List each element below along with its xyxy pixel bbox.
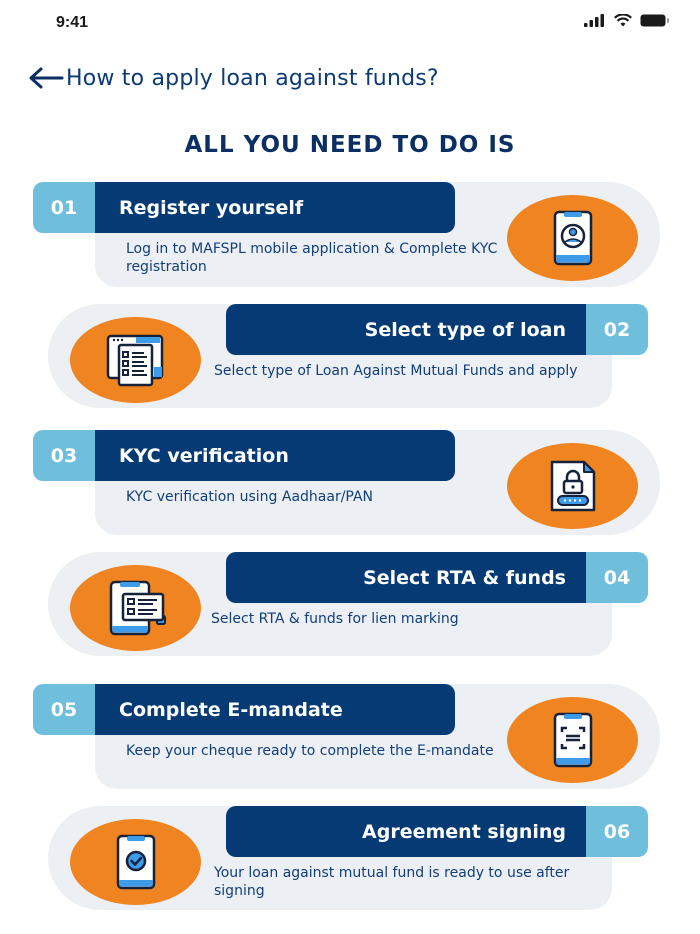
step-title: Select type of loan	[226, 304, 586, 355]
phone-form-icon	[103, 580, 169, 636]
step-header	[33, 430, 455, 481]
step-header	[33, 182, 455, 233]
step-icon-badge	[70, 317, 201, 403]
step-number: 01	[33, 182, 95, 233]
step-description: Select RTA & funds for lien marking	[211, 611, 459, 627]
step-number: 06	[586, 806, 648, 857]
section-title: ALL YOU NEED TO DO IS	[184, 132, 516, 158]
page-title: How to apply loan against funds?	[66, 65, 439, 91]
step-number: 02	[586, 304, 648, 355]
step-header	[226, 304, 648, 355]
step-icon-badge	[507, 195, 638, 281]
step-description: Keep your cheque ready to complete the E-mandate	[126, 743, 494, 759]
status-bar	[0, 0, 700, 44]
step-description: Log in to MAFSPL mobile application & Complete KYC registration	[126, 241, 498, 275]
document-list-icon	[104, 333, 168, 387]
step-number: 03	[33, 430, 95, 481]
step-header	[226, 806, 648, 857]
phone-user-icon	[551, 210, 595, 266]
step-icon-badge	[70, 565, 201, 651]
locked-document-icon	[548, 458, 598, 514]
step-title: Register yourself	[95, 182, 455, 233]
back-button[interactable]	[28, 63, 66, 93]
battery-icon	[640, 14, 670, 27]
step-header	[226, 552, 648, 603]
step-title: Select RTA & funds	[226, 552, 586, 603]
step-icon-badge	[507, 697, 638, 783]
signal-icon	[584, 14, 606, 27]
step-number: 05	[33, 684, 95, 735]
phone-scan-icon	[551, 712, 595, 768]
arrow-left-icon	[28, 66, 64, 90]
status-time: 9:41	[56, 14, 89, 31]
step-description: KYC verification using Aadhaar/PAN	[126, 489, 374, 505]
wifi-icon	[614, 14, 632, 27]
step-icon-badge	[507, 443, 638, 529]
step-icon-badge	[70, 819, 201, 905]
step-header	[33, 684, 455, 735]
step-title: Agreement signing	[226, 806, 586, 857]
phone-check-icon	[114, 834, 158, 890]
step-description: Your loan against mutual fund is ready to use after signing	[214, 865, 570, 899]
step-title: Complete E-mandate	[95, 684, 455, 735]
step-title: KYC verification	[95, 430, 455, 481]
status-icons	[584, 14, 670, 27]
header	[28, 62, 439, 94]
step-number: 04	[586, 552, 648, 603]
step-description: Select type of Loan Against Mutual Funds and apply	[214, 363, 578, 379]
